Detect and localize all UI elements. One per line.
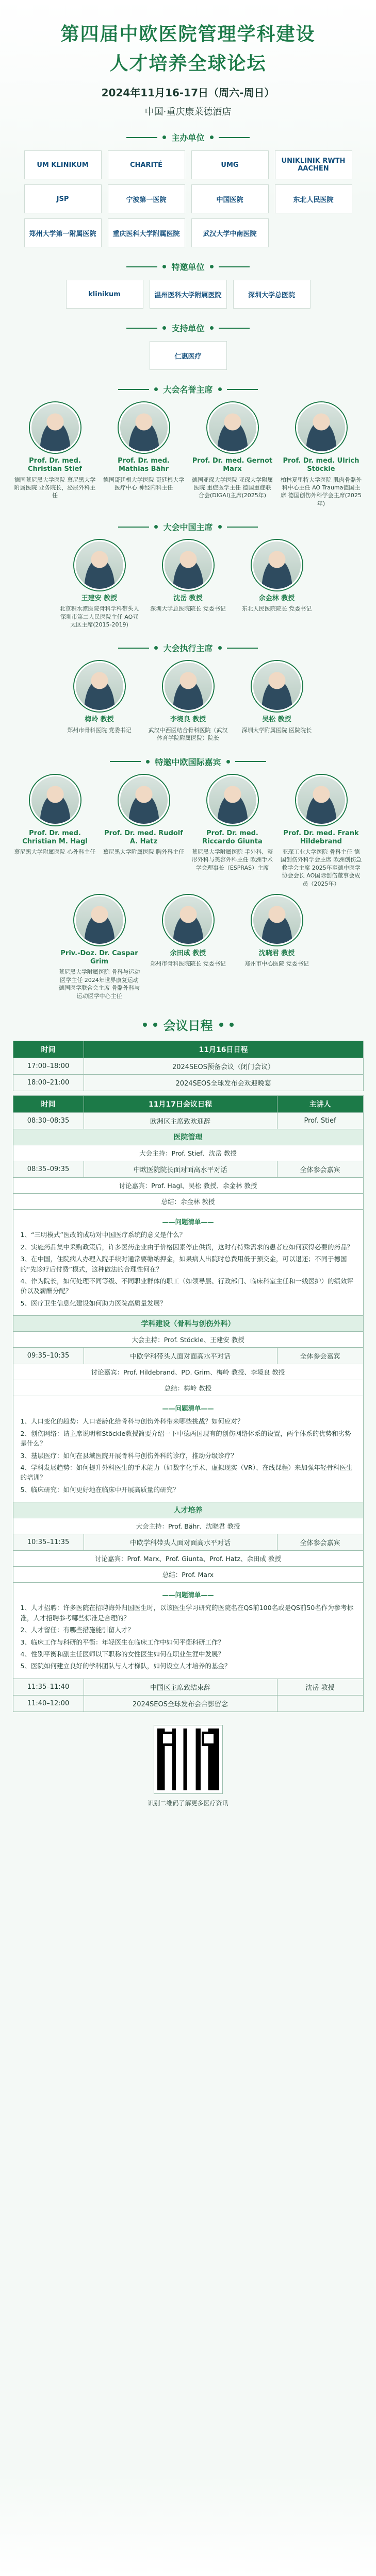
block-summary: 总结：Prof. Marx <box>13 1567 364 1583</box>
day1-header: 11月16日日程 <box>84 1041 363 1058</box>
schedule-blocks <box>0 1129 376 1679</box>
person-role: 郑州市中心医院 党委书记 <box>244 960 309 968</box>
question-item: 2、人才留任：有哪些措施能引留人才？ <box>20 1626 134 1634</box>
person-name: 余田成 教授 <box>170 949 206 957</box>
person-card <box>148 895 229 1000</box>
question-item: 5、临床研究：如何更好地在临床中开展高质量的研究？ <box>20 1485 179 1494</box>
question-item: 4、作为院长，如何处理不同等级、不同职业群体的职工（如领导层、行政部门、临床科室主任和一线医护）的绩效评价以及薪酬分配？ <box>20 1277 353 1295</box>
question-item: 4、性别平衡和副主任医师以下职称的女性医生如何在职业生涯中发展？ <box>20 1650 224 1658</box>
avatar <box>119 402 169 453</box>
dot-icon <box>219 1023 223 1027</box>
avatar <box>252 661 302 711</box>
avatar <box>296 775 347 825</box>
person-role: 慕尼黑大学附属医院 心外科主任 <box>14 849 96 856</box>
block-summary: 总结：余金林 教授 <box>13 1194 364 1210</box>
person-name: Prof. Dr. med. Ulrich Stöckle <box>283 457 359 473</box>
block-row-table <box>13 1161 364 1178</box>
row-item: 中欧学科带头人面对面高水平对话 <box>84 1348 277 1364</box>
person-name: Prof. Dr. med. Christian M. Hagl <box>22 829 88 845</box>
dot-icon <box>218 646 222 650</box>
wuhan-hospital-logo: 武汉大学中南医院 <box>191 218 269 247</box>
support-section-title: 支持单位 <box>171 324 205 333</box>
row-item: 中欧学科带头人面对面高水平对话 <box>84 1534 277 1551</box>
row-item: 中欧医院院长面对面高水平对话 <box>84 1161 277 1178</box>
block-summary: 总结：梅岭 教授 <box>13 1380 364 1396</box>
special-section-title: 特邀单位 <box>171 262 205 272</box>
block-row-table <box>13 1348 364 1364</box>
wenzhou-hospital-logo: 温州医科大学附属医院 <box>150 280 227 309</box>
person-role: 深圳大学附属医院 医院院长 <box>241 726 312 734</box>
person-card <box>148 661 229 742</box>
avatar <box>30 775 80 825</box>
umg-logo: UMG <box>191 150 269 179</box>
qr-caption: 识别二维码了解更多医疗资讯 <box>148 1799 228 1807</box>
dot-icon <box>210 265 214 268</box>
row-time: 09:35–10:35 <box>13 1348 84 1364</box>
dot-icon <box>143 1023 147 1027</box>
person-card <box>236 661 318 742</box>
block-moderators: 大会主持：Prof. Stief、沈岳 教授 <box>13 1145 364 1161</box>
row-host: 全体参会嘉宾 <box>277 1161 363 1178</box>
person-role: 武汉中西医结合骨科医院（武汉体育学院附属医院）院长 <box>148 726 228 742</box>
dot-icon <box>218 387 222 391</box>
ningbo-hospital-logo: 宁波第一医院 <box>108 184 185 213</box>
row-time: 11:40–12:00 <box>13 1695 84 1711</box>
chairs-list <box>0 402 376 507</box>
person-role: 郑州市骨科医院 党委书记 <box>67 726 132 734</box>
support-logo-grid <box>0 341 376 370</box>
divider <box>219 137 250 138</box>
person-name: 沈岳 教授 <box>173 595 203 603</box>
person-role: 郑州市骨科医院院长 党委书记 <box>150 960 226 968</box>
person-role: 深圳大学总医院院长 党委书记 <box>150 605 226 613</box>
person-role: 柏林夏里特大学医院 肌肉骨骼外科中心主任 AO Trauma德国主席 德国创伤外科学会主席(2025年) <box>280 476 362 507</box>
qr-code-icon[interactable] <box>154 1725 222 1793</box>
avatar <box>163 661 214 711</box>
person-card <box>281 402 362 507</box>
support-section-header <box>0 322 376 334</box>
question-item: 3、基层医疗：如何在县域医院开展骨科与创伤外科的诊疗，推动分级诊疗？ <box>20 1451 237 1460</box>
row-time: 10:35–11:35 <box>13 1534 84 1551</box>
avatar <box>30 402 80 453</box>
block-moderators: 大会主持：Prof. Bähr、沈晓君 教授 <box>13 1518 364 1534</box>
question-item: 2、实施药品集中采购政策后，许多医药企业由于价格因素停止供货，这时有特殊需求的患者应如何获得必要的药品？ <box>20 1243 353 1251</box>
host-section-header <box>0 131 376 143</box>
person-name: Prof. Dr. med. Riccardo Giunta <box>202 829 263 845</box>
divider <box>227 389 258 390</box>
schedule-title: 会议日程 <box>163 1019 213 1033</box>
presidents-section-header <box>0 521 376 533</box>
schedule-table-day1 <box>13 1041 364 1091</box>
um-klinikum-logo: UM KLINIKUM <box>24 150 102 179</box>
table-row <box>13 1679 363 1696</box>
dot-icon <box>162 326 166 330</box>
table-row <box>13 1161 363 1178</box>
person-role: 慕尼黑大学附属医院 手外科、整形外科与美容外科主任 欧洲手术学会理事长（ESPRAS）主席 <box>191 849 273 871</box>
exec-section-title: 大会执行主席 <box>163 643 213 654</box>
special-section-header <box>0 261 376 273</box>
question-item: 2、创伤网络：请主席说明和Stöckle教授简要介绍一下中德两国现有的创伤网络体系的设置，两个体系的优势和劣势是什么？ <box>20 1429 351 1448</box>
klinikum-logo: klinikum <box>66 280 143 309</box>
row-time: 08:35–09:35 <box>13 1161 84 1178</box>
avatar <box>163 895 214 945</box>
dot-icon <box>162 265 166 268</box>
question-list <box>13 1396 364 1502</box>
dot-icon <box>226 760 230 764</box>
person-role: 亚琛工业大学医院 骨科主任 德国创伤外科学会主席 欧洲创伤急救学会主席 2025年至德中医学协会会长 AO国际创伤董事会成员（2025年） <box>280 849 362 887</box>
question-item: 4、学科发展趋势：如何提升外科医生的手术能力（如数字化手术、虚拟现实（VR）、在线课程）来加强年轻骨科医生的培训？ <box>20 1463 353 1482</box>
person-card <box>14 402 96 507</box>
dot-icon <box>230 1023 234 1027</box>
footer <box>0 1725 376 1807</box>
person-card <box>236 540 318 629</box>
guests-list <box>0 775 376 1001</box>
person-name: 沈晓君 教授 <box>258 949 295 957</box>
avatar <box>296 402 347 453</box>
question-item: 5、医疗卫生信息化建设如何助力医院高质量发展？ <box>20 1299 167 1307</box>
question-item: 1、“三明模式”医改的成功对中国医疗系统的意义是什么？ <box>20 1231 186 1239</box>
northeast-hospital-logo: 东北人民医院 <box>275 184 352 213</box>
question-item: 1、人才招聘：许多医院在招聘海外归国医生时，以该医生学习研究的医院名在QS前100名或是QS前50名作为参考标准，人才招聘参考哪些标准是合理的？ <box>20 1604 354 1622</box>
renhui-logo: 仁惠医疗 <box>150 341 227 370</box>
table-row <box>13 1075 363 1091</box>
presidents-section-title: 大会中国主席 <box>163 522 213 533</box>
person-name: 余金林 教授 <box>258 595 295 603</box>
question-list-title: ——问题清单—— <box>162 1591 214 1599</box>
chairs-section-title: 大会名誉主席 <box>163 385 213 395</box>
question-list <box>13 1583 364 1679</box>
person-card <box>103 775 185 888</box>
dot-icon <box>210 135 214 139</box>
person-name: 王建安 教授 <box>81 595 118 603</box>
person-role: 慕尼黑大学附属医院 骨科与运动医学主任 2024年世界康复运动 德国医学联合会主席 骨骼外科与运动医学中心主任 <box>58 969 140 999</box>
exec-list <box>0 661 376 742</box>
divider <box>227 527 258 528</box>
person-name: Prof. Dr. med. Frank Hildebrand <box>283 829 359 845</box>
person-card <box>59 895 140 1000</box>
question-list <box>13 1210 364 1316</box>
person-role: 东北人民医院院长 党委书记 <box>241 605 312 613</box>
person-role: 德国亚琛大学医院 亚琛大学附属医院 重症医学主任 德国重症联合会(DIGAI)主席(2025年) <box>191 476 273 499</box>
row-item: 欧洲区主席致欢迎辞 <box>84 1113 277 1129</box>
person-card <box>192 402 273 507</box>
person-name: Prof. Dr. med. Gernot Marx <box>192 457 273 473</box>
dot-icon <box>153 1023 157 1027</box>
row-host: 全体参会嘉宾 <box>277 1348 363 1364</box>
host-section-title: 主办单位 <box>171 133 205 143</box>
divider <box>118 389 149 390</box>
charite-logo: CHARITÉ <box>108 150 185 179</box>
avatar <box>207 402 258 453</box>
person-name: Priv.-Doz. Dr. Caspar Grim <box>60 949 138 966</box>
dot-icon <box>154 646 158 650</box>
person-name: Prof. Dr. med. Mathias Bähr <box>118 457 170 473</box>
block-row-table <box>13 1534 364 1551</box>
block-title: 人才培养 <box>13 1502 364 1518</box>
schedule-table-closing <box>13 1679 364 1712</box>
question-item: 3、临床工作与科研的平衡：年轻医生在临床工作中如何平衡科研工作？ <box>20 1638 224 1646</box>
person-role: 北京积水潭医院骨科学科带头人 深圳市第二人民医院主任 AO亚太区主席(2015-2019) <box>59 605 139 629</box>
schedule-table-day2 <box>13 1095 364 1129</box>
person-name: 梅岭 教授 <box>85 716 114 724</box>
block-panel: 讨论嘉宾：Prof. Marx、Prof. Giunta、Prof. Hatz、余田成 教授 <box>13 1551 364 1567</box>
block-title: 医院管理 <box>13 1129 364 1145</box>
question-item: 5、医院如何建立良好的学科团队与人才梯队，如何设立人才培养的基金？ <box>20 1662 231 1670</box>
row-item: 2024SEOS全球发布会欢迎晚宴 <box>84 1075 363 1091</box>
hero <box>0 0 376 118</box>
row-host: 全体参会嘉宾 <box>277 1534 363 1551</box>
table-row <box>13 1695 363 1711</box>
chairs-section-header <box>0 383 376 395</box>
event-venue: 中国·重庆康莱德酒店 <box>144 107 232 117</box>
presidents-list <box>0 540 376 629</box>
row-host: Prof. Stief <box>277 1113 363 1129</box>
block-moderators: 大会主持：Prof. Stöckle、王建安 教授 <box>13 1332 364 1348</box>
dot-icon <box>162 135 166 139</box>
dot-icon <box>218 525 222 529</box>
divider <box>235 761 266 762</box>
avatar <box>207 775 258 825</box>
page-title-line2: 人才培养全球论坛 <box>109 53 267 74</box>
person-card <box>281 775 362 888</box>
day2-header: 11月17日会议日程 <box>84 1096 277 1113</box>
guests-section-header <box>0 756 376 768</box>
table-row <box>13 1113 363 1129</box>
dot-icon <box>146 760 150 764</box>
person-card <box>59 661 140 742</box>
question-list-title: ——问题清单—— <box>162 1218 214 1226</box>
row-time: 17:00–18:00 <box>13 1058 84 1075</box>
row-host <box>277 1695 363 1711</box>
row-time: 18:00–21:00 <box>13 1075 84 1091</box>
person-name: 李境良 教授 <box>170 716 206 724</box>
person-name: Prof. Dr. med. Christian Stief <box>27 457 83 473</box>
person-card <box>103 402 185 507</box>
person-role: 德国哥廷根大学医院 哥廷根大学医疗中心 神经内科主任 <box>103 476 185 491</box>
host-header: 主讲人 <box>277 1096 363 1113</box>
person-role: 慕尼黑大学附属医院 胸外科主任 <box>103 849 185 856</box>
person-card <box>59 540 140 629</box>
avatar <box>74 895 125 945</box>
person-name: 吴松 教授 <box>262 716 291 724</box>
avatar <box>252 895 302 945</box>
divider <box>118 648 149 649</box>
row-item: 中国区主席致结束辞 <box>84 1679 277 1696</box>
guests-section-title: 特邀中欧国际嘉宾 <box>155 757 221 767</box>
jsp-logo: JSP <box>24 184 102 213</box>
day1-rows <box>13 1058 363 1091</box>
row-time: 08:30–08:35 <box>13 1113 84 1129</box>
divider <box>227 648 258 649</box>
person-role: 德国慕尼黑大学医院 慕尼黑大学附属医院 业务院长，泌尿外科主任 <box>14 476 96 499</box>
page-title-line1: 第四届中欧医院管理学科建设 <box>60 24 316 45</box>
host-logo-grid <box>0 150 376 247</box>
question-item: 3、在中国，住院病人办理入院手续时通常要缴纳押金，如果病人出院时总费用低于预交金，可以退还；不同于德国的“先诊疗后付费”模式，这种做法的合理性何在？ <box>20 1255 347 1273</box>
block-title: 学科建设（骨科与创伤外科） <box>13 1316 364 1332</box>
avatar <box>119 775 169 825</box>
divider <box>126 328 157 329</box>
col-time-header: 时间 <box>13 1096 84 1113</box>
special-logo-grid <box>0 280 376 309</box>
shenzhen-hospital-logo: 深圳大学总医院 <box>233 280 310 309</box>
dot-icon <box>154 525 158 529</box>
event-date: 2024年11月16-17日（周六-周日） <box>101 87 275 99</box>
exec-section-header <box>0 642 376 654</box>
avatar <box>74 661 125 711</box>
person-card <box>236 895 318 1000</box>
closing-rows <box>13 1679 363 1712</box>
rwth-logo: UNIKLINIK RWTH AACHEN <box>275 150 352 179</box>
row-host: 沈岳 教授 <box>277 1679 363 1696</box>
chongqing-hospital-logo: 重庆医科大学附属医院 <box>108 218 185 247</box>
block-panel: 讨论嘉宾：Prof. Hagl、吴松 教授、余金林 教授 <box>13 1178 364 1194</box>
divider <box>219 266 250 267</box>
person-name: Prof. Dr. med. Rudolf A. Hatz <box>104 829 183 845</box>
question-list-title: ——问题清单—— <box>162 1404 214 1413</box>
row-item: 2024SEOS预备会议（闭门会议） <box>84 1058 363 1075</box>
divider <box>110 761 141 762</box>
person-card <box>192 775 273 888</box>
table-row <box>13 1534 363 1551</box>
col-time-header: 时间 <box>13 1041 84 1058</box>
block-panel: 讨论嘉宾：Prof. Hildebrand、PD. Grim、梅岭 教授、李境良 教授 <box>13 1364 364 1380</box>
person-card <box>148 540 229 629</box>
china-hospital-logo: 中国医院 <box>191 184 269 213</box>
table-row <box>13 1058 363 1075</box>
person-card <box>14 775 96 888</box>
dot-icon <box>154 387 158 391</box>
row-time: 11:35–11:40 <box>13 1679 84 1696</box>
avatar <box>252 540 302 590</box>
divider <box>126 137 157 138</box>
divider <box>118 527 149 528</box>
divider <box>126 266 157 267</box>
row-item: 2024SEOS全球发布会合影留念 <box>84 1695 277 1711</box>
day2-rows <box>13 1113 363 1129</box>
avatar <box>74 540 125 590</box>
table-row <box>13 1348 363 1364</box>
question-item: 1、人口变化的趋势：人口老龄化给骨科与创伤外科带来哪些挑战？如何应对？ <box>20 1417 244 1426</box>
divider <box>219 328 250 329</box>
dot-icon <box>210 326 214 330</box>
schedule-header <box>0 1015 376 1033</box>
zhengzhou-hospital-logo: 郑州大学第一附属医院 <box>24 218 102 247</box>
avatar <box>163 540 214 590</box>
